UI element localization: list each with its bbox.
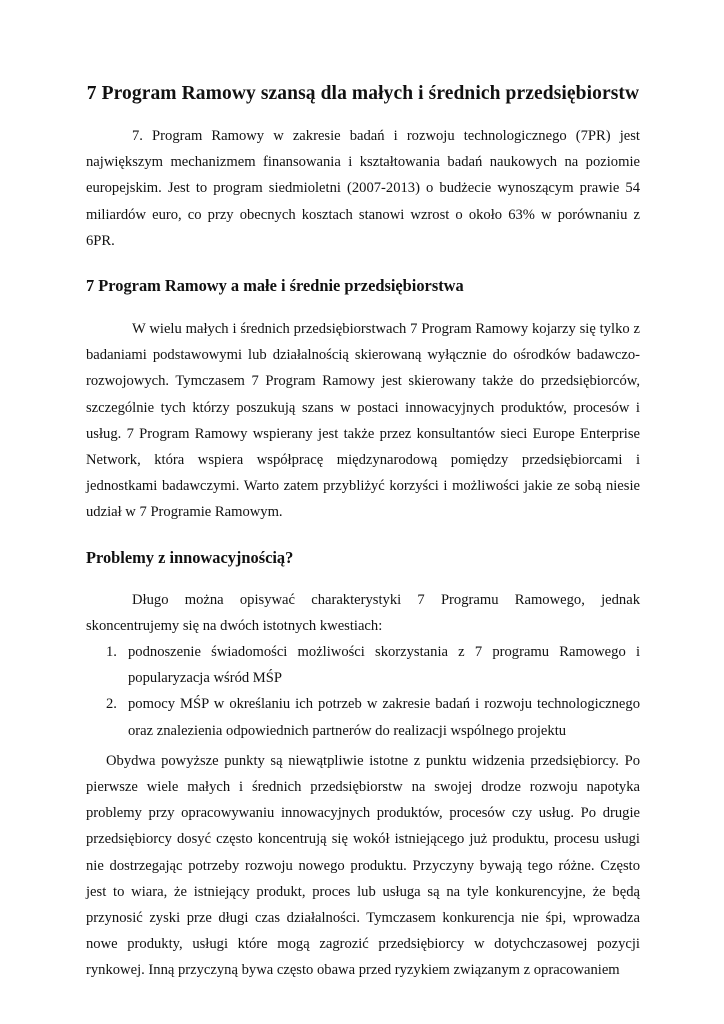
problems-paragraph: Obydwa powyższe punkty są niewątpliwie istotne z punktu widzenia przedsiębiorcy. Po pierwsze wiele małych i średnich przedsiębiorstw na swojej drodze rozwoju napotyka problemy przy opracowywaniu innowacyjnych produktów, procesów czy usług. Po drugie przedsiębiorcy dosyć często koncentrują się wokół istniejącego już produktu, procesu usługi nie dostrzegając potrzeby rozwoju nowego produktu. Przyczyny bywają tego różne. Często jest to wiara, że istniejący produkt, proces lub usługa są na tyle konkurencyjne, że będą przynosić zyski prze długi czas działalności. Tymczasem konkurencja nie śpi, wprowadza nowe produkty, usługi które mogą zagrozić przedsiębiorcy w dotychczasowej pozycji rynkowej. Inną przyczyną bywa często obawa przed ryzykiem związanym z opracowaniem (86, 752, 640, 979)
sme-paragraph: W wielu małych i średnich przedsiębiorstwach 7 Program Ramowy kojarzy się tylko z badaniami podstawowymi lub działalnością skierowaną wyłącznie do ośrodków badawczo-rozwojowych. Tymczasem 7 Program Ramowy jest skierowany także do przedsiębiorców, szczególnie tych którzy poszukują szans w postaci innowacyjnych produktów, procesów i usług. 7 Program Ramowy wspierany jest także przez konsultantów sieci Europe Enterprise Network, która wspiera współpracę międzynarodową pomiędzy przedsiębiorcami i jednostkami badawczymi. Warto zatem przybliżyć korzyści i możliwości jakie ze sobą niesie udział w 7 Programie Ramowym. (86, 321, 640, 521)
list-item (86, 639, 640, 691)
intro-paragraph: 7. Program Ramowy w zakresie badań i rozwoju technologicznego (7PR) jest największym mechanizmem finansowania i kształtowania badań naukowych na poziomie europejskim. Jest to program siedmioletni (2007-2013) o budżecie wynoszącym prawie 54 miliardów euro, co przy obecnych kosztach stanowi wzrost o około 63% w porównaniu z 6PR. (86, 128, 640, 249)
section-heading-problems: Problemy z innowacyjnością? (86, 547, 294, 567)
problems-lead-paragraph: Długo można opisywać charakterystyki 7 Programu Ramowego, jednak skoncentrujemy się na dwóch istotnych kwestiach: (86, 591, 640, 634)
numbered-list (86, 639, 640, 744)
section-heading-sme: 7 Program Ramowy a małe i średnie przedsiębiorstwa (86, 276, 464, 296)
list-item-number: 2. (106, 696, 117, 713)
list-item-text: pomocy MŚP w określaniu ich potrzeb w zakresie badań i rozwoju technologicznego oraz znalezienia odpowiednich partnerów do realizacji wspólnego projektu (128, 696, 640, 739)
list-item (86, 691, 640, 743)
document-title: 7 Program Ramowy szansą dla małych i średnich przedsiębiorstw (86, 83, 640, 104)
list-item-text: podnoszenie świadomości możliwości skorzystania z 7 programu Ramowego i popularyzacja wśród MŚP (128, 644, 640, 687)
list-item-number: 1. (106, 644, 117, 661)
document-page (86, 81, 640, 984)
